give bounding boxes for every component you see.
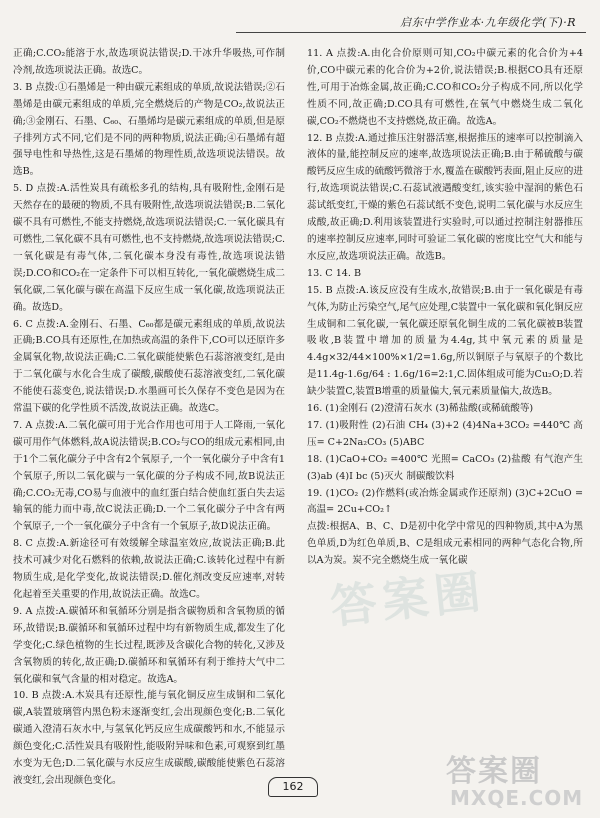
- answer-item: 10. B 点拨:A.木炭具有还原性,能与氧化铜反应生成铜和二氧化碳,A装置玻璃管内黑色粉末逐渐变红,会出现颜色变化;B.二氧化碳通入澄清石灰水中,与氢氧化钙反应生成碳酸钙和水,不能显示颜色变化;C.活性炭具有吸附性,能吸附异味和色素,可观察到红墨水变为无色;D.二氧化碳与水反应生成碳酸,碳酸能使紫色石蕊溶液变红,会出现颜色变化。: [13, 690, 285, 786]
- watermark-site: MXQE.COM: [450, 786, 584, 810]
- answer-item: 16. (1)金刚石 (2)澄清石灰水 (3)稀盐酸(或稀硫酸等): [307, 403, 534, 415]
- answer-item: 13. C 14. B: [307, 267, 362, 279]
- answer-item: 3. B 点拨:①石墨烯是一种由碳元素组成的单质,故说法错误;②石墨烯是由碳元素组成的单质,完全燃烧后的产物是CO₂,故说法正确;③金刚石、石墨、C₆₀、石墨烯均是碳元素组成的单质,但是原子排列方式不同,它们是不同的两种物质,说法正确;④石墨烯有超强导电性和导热性,这是石墨烯的物理性质,故选项说法错误。故选B。: [13, 81, 285, 178]
- running-header: [226, 14, 586, 36]
- watermark-text: 答案圈: [327, 563, 489, 634]
- answer-item: 17. (1)吸附性 (2)石油 CH₄ (3)+2 (4)4Na+3CO₂ =440℃ 高压= C+2Na₂CO₃ (5)ABC: [307, 419, 583, 448]
- answer-item: 15. B 点拨:A.该反应没有生成水,故错误;B.由于一氧化碳是有毒气体,为防止污染空气,尾气应处理,C装置中一氧化碳和氧化铜反应生成铜和二氧化碳,一氧化碳还原氧化铜生成的二氧化碳被B装置吸收,B装置中增加的质量为4.4g,其中氧元素的质量是4.4g×32/44×100%×1/2=1.6g,所以铜原子与氧原子的个数比是11.4g-1.6g/64 : 1.6g/16=2:1,C.固体组成可能为Cu₂O;D.若缺少装置C,装置B增重的质量偏大,氧元素质量偏大,故选B。: [307, 284, 583, 398]
- answer-item: 11. A 点拨:A.由化合价原则可知,CO₂中碳元素的化合价为+4价,CO中碳元素的化合价为+2价,说法错误;B.根据CO具有还原性,可用于冶炼金属,故正确;C.CO和CO₂分子构成不同,所以化学性质不同,故正确;D.CO具有可燃性,在氧气中燃烧生成二氧化碳,CO₂不燃烧也不支持燃烧,故正确。故选A。: [307, 48, 583, 127]
- left-answer-column: [13, 46, 285, 786]
- answer-item: 18. (1)CaO+CO₂ =400℃ 光照= CaCO₃ (2)盐酸 有气泡产生 (3)ab (4)I bc (5)灭火 制碳酸饮料: [307, 453, 583, 482]
- answer-item: 12. B 点拨:A.通过推压注射器活塞,根据推压的速率可以控制滴入液体的量,能控制反应的速率,故选项说法正确;B.由于稀硫酸与碳酸钙反应生成的硫酸钙微溶于水,覆盖在碳酸钙表面,阻止反应的进行,故选项说法错误;C.石蕊试液遇酸变红,该实验中湿润的紫色石蕊试纸变红,干燥的紫色石蕊试纸不变色,说明二氧化碳与水反应生成酸,故正确;D.利用该装置进行实验时,可以通过控制注射器推压的速率控制反应速率,同时可验证二氧化碳的密度比空气大和能与水反应,故选项说法正确。故选B。: [307, 132, 583, 262]
- header-title: 启东中学作业本·九年级化学(下)·R: [400, 16, 576, 29]
- watermark-logo-glyphs: 答案圈: [446, 754, 542, 789]
- answer-item: 7. A 点拨:A.二氧化碳可用于光合作用也可用于人工降雨,一氧化碳可用作气体燃料,故A说法错误;B.CO₂与CO的组成元素相同,由于1个二氧化碳分子中含有2个氧原子,一个一氧化碳分子中含有1个氧原子,所以二氧化碳与一氧化碳的分子构成不同,故B说法正确;C.CO₂无毒,CO易与血液中的血红蛋白结合使血红蛋白失去运输氧的能力而中毒,故C说法正确;D.一个二氧化碳分子中含有两个氧原子,一个一氧化碳分子中含有一个氧原子,故D说法正确。: [13, 419, 285, 533]
- header-rule: [236, 32, 586, 33]
- answer-item: 正确;C.CO₂能溶于水,故选项说法错误;D.干冰升华吸热,可作制冷剂,故选项说法正确。故选C。: [13, 48, 285, 76]
- answer-item: 点拨:根据A、B、C、D是初中化学中常见的四种物质,其中A为黑色单质,D为红色单质,B、C是组成元素相同的两种气态化合物,所以A为炭。炭不完全燃烧生成一氧化碳: [307, 521, 583, 567]
- right-answer-column: [307, 46, 583, 758]
- answer-item: 9. A 点拨:A.碳循环和氧循环分别是指含碳物质和含氧物质的循环,故错误;B.碳循环和氧循环过程中均有新物质生成,都发生了化学变化;C.绿色植物的生长过程,既涉及含碳化合物的转化,又涉及含氧物质的转化,故正确;D.碳循环和氧循环有利于维持大气中二氧化碳和氧气含量的相对稳定。故选A。: [13, 605, 285, 685]
- page-number: 162: [268, 777, 318, 797]
- answer-item: 19. (1)CO₂ (2)作燃料(或冶炼金属或作还原剂) (3)C+2CuO =高温= 2Cu+CO₂↑: [307, 487, 583, 516]
- answer-item: 5. D 点拨:A.活性炭具有疏松多孔的结构,具有吸附性,金刚石是天然存在的最硬的物质,不具有吸附性,故选项说法错误;B.二氧化碳不具有可燃性,不能支持燃烧,故选项说法错误;C.一氧化碳具有可燃性,二氧化碳不具有可燃性,也不支持燃烧,故选项说法错误;C.一氧化碳是有毒气体,二氧化碳本身没有毒性,故选项说法错误;D.CO和CO₂在一定条件下可以相互转化,一氧化碳燃烧生成二氧化碳,二氧化碳与碳在高温下反应生成一氧化碳,故选项说法正确。故选D。: [13, 183, 285, 313]
- answer-item: 6. C 点拨:A.金刚石、石墨、C₆₀都是碳元素组成的单质,故说法正确;B.CO具有还原性,在加热或高温的条件下,CO可以还原许多金属氧化物,故说法正确;C.二氧化碳能使紫色石蕊溶液变红,是由于二氧化碳与水化合生成了碳酸,碳酸使石蕊溶液变红,二氧化碳不能使石蕊变色,说法错误;D.水墨画可长久保存不变色是因为在常温下碳的化学性质不活泼,故说法正确。故选C。: [13, 318, 285, 415]
- answer-item: 8. C 点拨:A.新途径可有效缓解全球温室效应,故说法正确;B.此技术可减少对化石燃料的依赖,故说法正确;C.该转化过程中有新物质生成,是化学变化,故说法错误;D.催化剂改变反应速率,对转化起着至关重要的作用,故说法正确。故选C。: [13, 538, 285, 600]
